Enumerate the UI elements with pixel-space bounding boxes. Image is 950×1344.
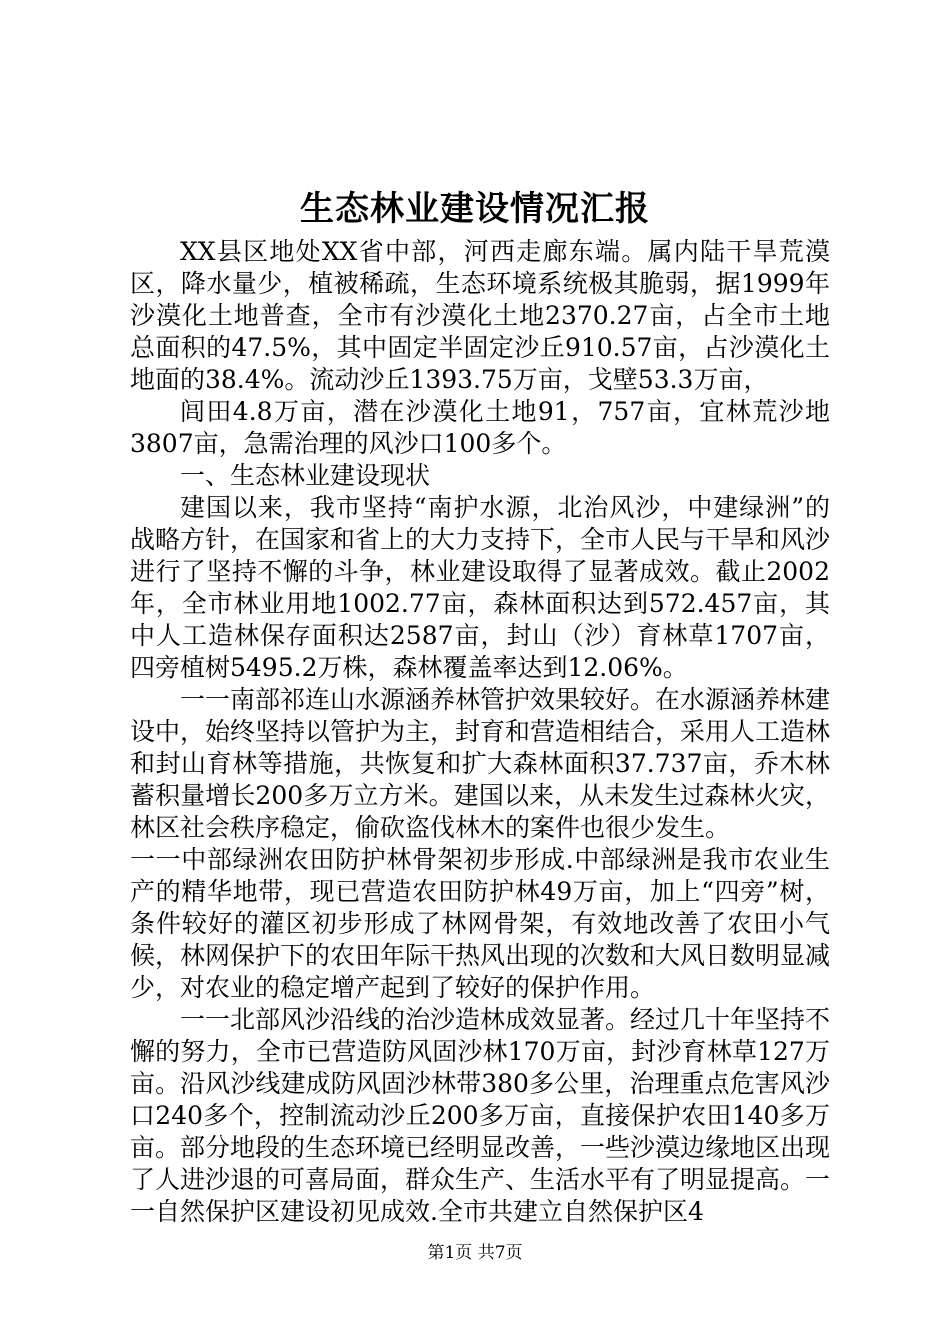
page-number: 第1页 共7页 <box>427 1243 523 1263</box>
paragraph-south-forest: 一一南部祁连山水源涵养林管护效果较好。在水源涵养林建设中，始终坚持以管护为主，封育和营造相结合，采用人工造林和封山育林等措施，共恢复和扩大森林面积37.737亩，乔木林蓄积量增长200多万立方米。建国以来，从未发生过森林火灾，林区社会秩序稳定，偷砍盗伐林木的案件也很少发生。 <box>130 685 831 842</box>
paragraph-achievements: 建国以来，我市坚持“南护水源，北治风沙，中建绿洲”的战略方针，在国家和省上的大力支持下，全市人民与干旱和风沙进行了坚持不懈的斗争，林业建设取得了显著成效。截止2002年，全市林业用地1002.77亩，森林面积达到572.457亩，其中人工造林保存面积达2587亩，封山（沙）育林草1707亩，四旁植树5495.2万株，森林覆盖率达到12.06%。 <box>130 493 831 682</box>
paragraph-central-oasis: 一一中部绿洲农田防护林骨架初步形成.中部绿洲是我市农业生产的精华地带，现已营造农田防护林49万亩，加上“四旁”树，条件较好的灌区初步形成了林网骨架，有效地改善了农田小气候，林网保护下的农田年际干热风出现的次数和大风日数明显减少，对农业的稳定增产起到了较好的保护作用。 <box>130 845 831 1002</box>
document-body <box>130 236 830 1228</box>
document-title: 生态林业建设情况汇报 <box>300 189 650 229</box>
section-heading-status: 一、生态林业建设现状 <box>180 461 431 490</box>
paragraph-land: 闾田4.8万亩，潜在沙漠化土地91，757亩，宜林荒沙地3807亩，急需治理的风沙口100多个。 <box>130 397 830 458</box>
paragraph-north-desert: 一一北部风沙沿线的治沙造林成效显著。经过几十年坚持不懈的努力，全市已营造防风固沙林170万亩，封沙育林草127万亩。沿风沙线建成防风固沙林带380多公里，治理重点危害风沙口240多个，控制流动沙丘200多万亩，直接保护农田140多万亩。部分地段的生态环境已经明显改善，一些沙漠边缘地区出现了人进沙退的可喜局面，群众生产、生活水平有了明显提高。一一自然保护区建设初见成效.全市共建立自然保护区4 <box>130 1005 831 1226</box>
paragraph-intro: XX县区地处XX省中部，河西走廊东端。属内陆干旱荒漠区，降水量少，植被稀疏，生态环境系统极其脆弱，据1999年沙漠化土地普查，全市有沙漠化土地2370.27亩，占全市土地总面积的47.5%，其中固定半固定沙丘910.57亩，占沙漠化土地面的38.4%。流动沙丘1393.75万亩，戈壁53.3万亩， <box>130 237 830 394</box>
